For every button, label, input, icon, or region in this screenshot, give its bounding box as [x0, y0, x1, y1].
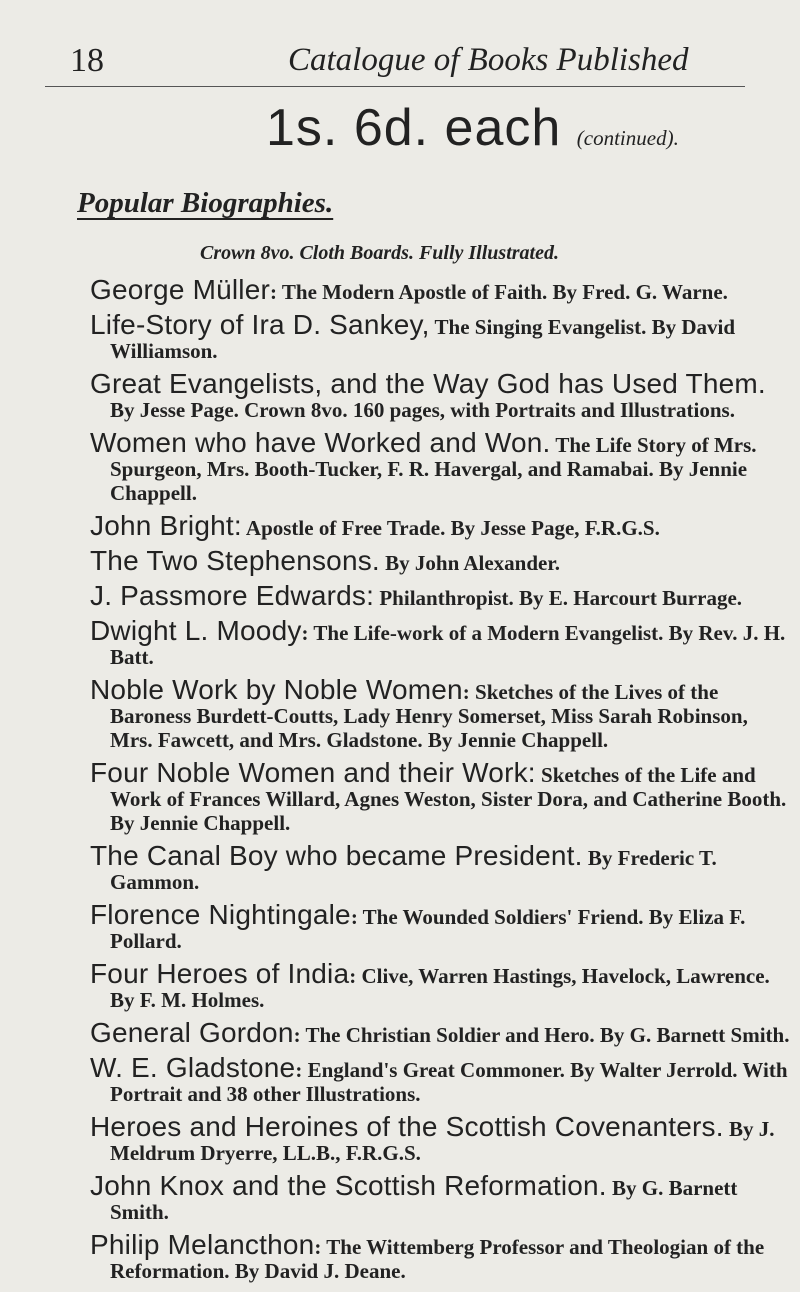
book-detail: By Jesse Page. Crown 8vo. 160 pages, with Portraits and Illustrations. — [110, 398, 735, 422]
book-entry — [90, 545, 790, 576]
book-entry — [90, 674, 790, 752]
price-note: (continued). — [576, 126, 679, 150]
book-detail: The Life Story of Mrs. Spurgeon, Mrs. Booth-Tucker, F. R. Havergal, and Ramabai. By Jennie Chappell. — [110, 433, 757, 505]
section-title: Popular Biographies. — [77, 187, 334, 219]
book-entry — [90, 1170, 790, 1224]
book-title: W. E. Gladstone — [90, 1052, 296, 1083]
section-format: Crown 8vo. Cloth Boards. Fully Illustrated. — [200, 242, 559, 264]
book-detail: By J. Meldrum Dryerre, LL.B., F.R.G.S. — [110, 1117, 775, 1165]
book-detail: By G. Barnett Smith. — [110, 1176, 738, 1224]
book-title: Heroes and Heroines of the Scottish Covenanters. — [90, 1111, 724, 1142]
price-heading — [266, 98, 679, 158]
book-entry — [90, 757, 790, 835]
running-title: Catalogue of Books Published — [288, 42, 689, 78]
book-entry — [90, 899, 790, 953]
book-title: Women who have Worked and Won. — [90, 427, 551, 458]
book-detail: : The Life-work of a Modern Evangelist. By Rev. J. H. Batt. — [110, 621, 786, 669]
book-title: Great Evangelists, and the Way God has Used Them. — [90, 368, 766, 399]
header-rule — [45, 86, 745, 87]
book-detail: : The Modern Apostle of Faith. By Fred. G. Warne. — [270, 280, 728, 304]
book-detail: : The Wittemberg Professor and Theologian of the Reformation. By David J. Deane. — [110, 1235, 765, 1283]
book-title: Noble Work by Noble Women — [90, 674, 463, 705]
book-entry — [90, 1017, 790, 1048]
book-title: George Müller — [90, 274, 271, 305]
page-number: 18 — [70, 42, 104, 79]
book-title: Life-Story of Ira D. Sankey, — [90, 309, 430, 340]
book-title: General Gordon — [90, 1017, 294, 1048]
book-title: J. Passmore Edwards: — [90, 580, 375, 611]
book-entry — [90, 580, 790, 611]
book-entry — [90, 510, 790, 541]
book-entry — [90, 1052, 790, 1106]
book-detail: By John Alexander. — [379, 551, 561, 575]
book-entry — [90, 958, 790, 1012]
book-list — [90, 274, 790, 1292]
book-entry — [90, 1111, 790, 1165]
book-title: Four Noble Women and their Work: — [90, 757, 536, 788]
book-title: The Canal Boy who became President. — [90, 840, 583, 871]
book-title: Florence Nightingale — [90, 899, 351, 930]
book-title: John Bright: — [90, 510, 242, 541]
book-entry — [90, 840, 790, 894]
book-entry — [90, 427, 790, 505]
book-title: The Two Stephensons. — [90, 545, 380, 576]
page-header — [70, 38, 760, 98]
book-detail: Sketches of the Life and Work of Frances Willard, Agnes Weston, Sister Dora, and Catherine Booth. By Jennie Chappell. — [110, 763, 787, 835]
book-entry — [90, 615, 790, 669]
book-title: John Knox and the Scottish Reformation. — [90, 1170, 607, 1201]
book-detail: : The Wounded Soldiers' Friend. By Eliza F. Pollard. — [110, 905, 746, 953]
book-detail: Philanthropist. By E. Harcourt Burrage. — [374, 586, 743, 610]
book-title: Philip Melancthon — [90, 1229, 315, 1260]
book-detail: : The Christian Soldier and Hero. By G. Barnett Smith. — [293, 1023, 790, 1047]
book-detail: By Frederic T. Gammon. — [110, 846, 717, 894]
book-title: Four Heroes of India — [90, 958, 350, 989]
book-detail: : England's Great Commoner. By Walter Jerrold. With Portrait and 38 other Illustrations. — [110, 1058, 788, 1106]
book-detail: The Singing Evangelist. By David Williamson. — [110, 315, 736, 363]
book-entry — [90, 368, 790, 422]
book-detail: : Sketches of the Lives of the Baroness Burdett-Coutts, Lady Henry Somerset, Miss Sarah Robinson, Mrs. Fawcett, and Mrs. Gladstone. By Jennie Chappell. — [110, 680, 748, 752]
book-entry — [90, 274, 790, 305]
book-detail: Apostle of Free Trade. By Jesse Page, F.R.G.S. — [241, 516, 660, 540]
book-title: Dwight L. Moody — [90, 615, 302, 646]
price-label: 1s. 6d. each — [266, 99, 562, 157]
book-entry — [90, 1229, 790, 1283]
book-detail: : Clive, Warren Hastings, Havelock, Lawrence. By F. M. Holmes. — [110, 964, 770, 1012]
book-entry — [90, 309, 790, 363]
